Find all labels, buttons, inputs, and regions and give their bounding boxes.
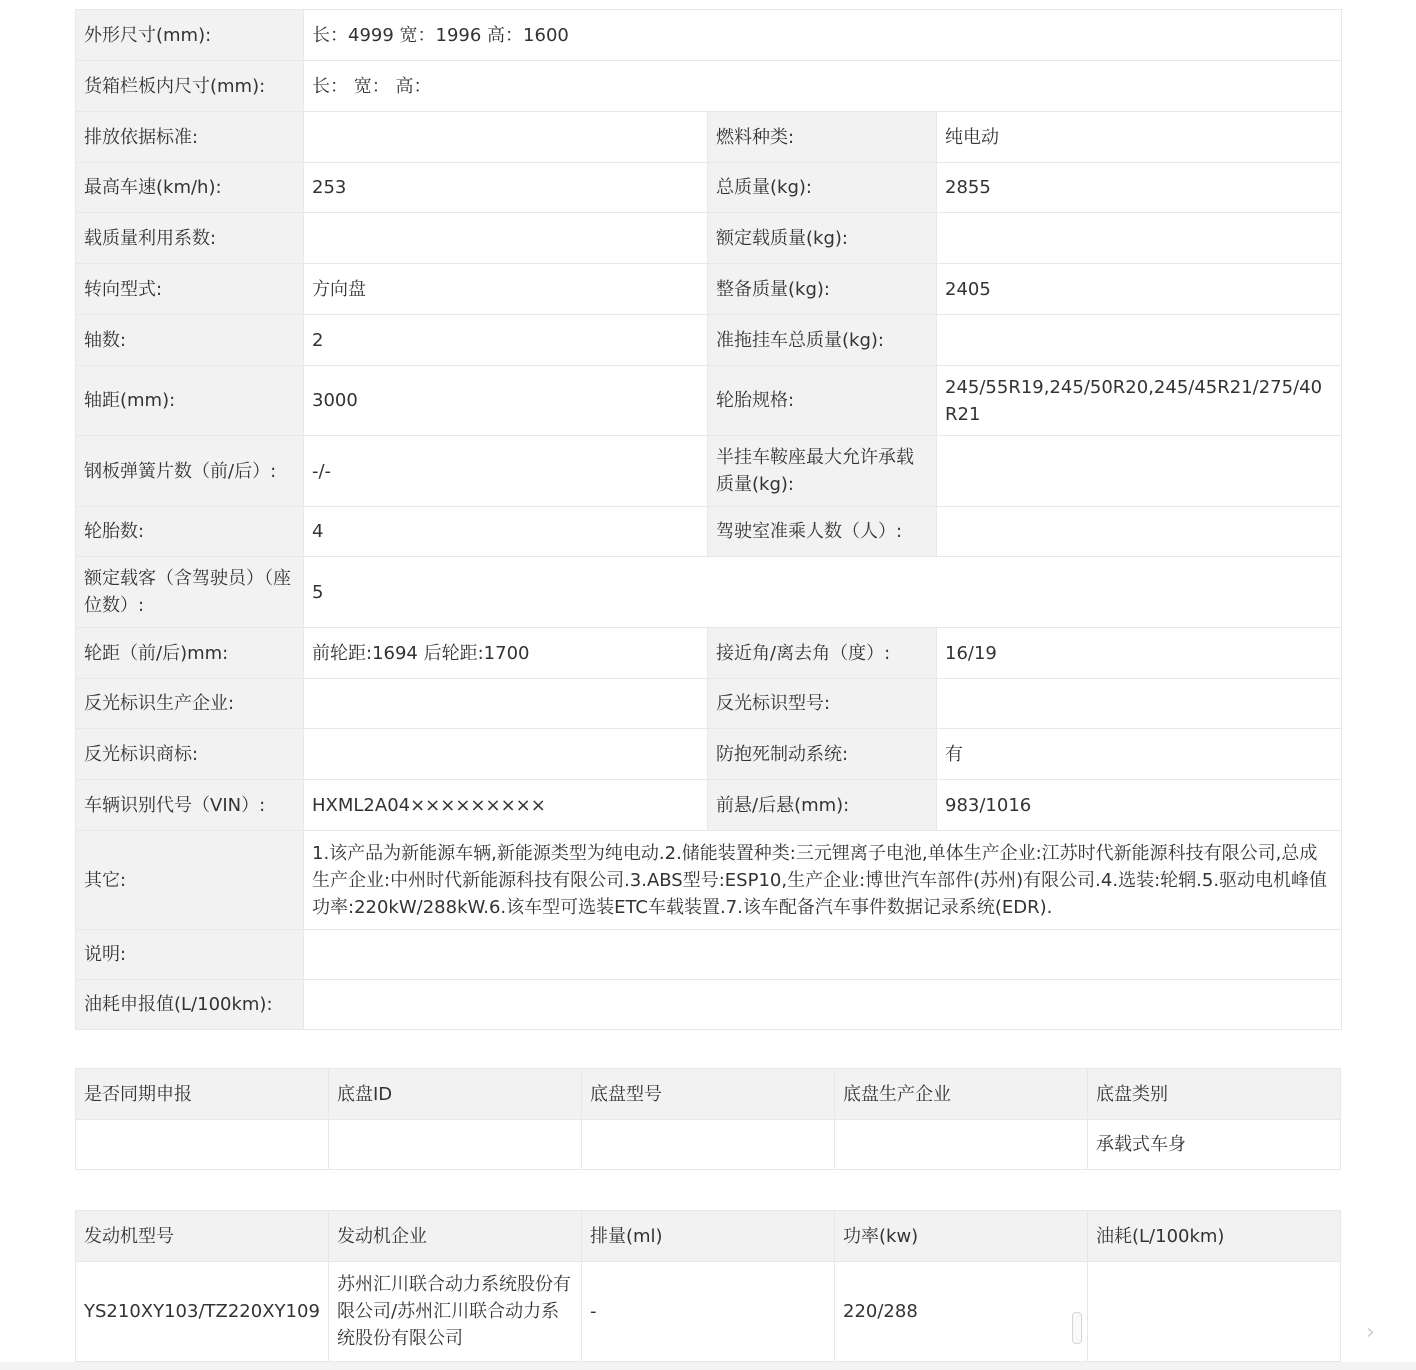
- engine-header-cell: 发动机企业: [329, 1211, 582, 1262]
- engine-cell: 苏州汇川联合动力系统股份有限公司/苏州汇川联合动力系统股份有限公司: [329, 1262, 582, 1362]
- spec-row-dimensions: [76, 10, 1342, 61]
- chassis-header-cell: 底盘ID: [329, 1069, 582, 1120]
- reflector-maker-label: 反光标识生产企业:: [76, 679, 304, 729]
- trailer-mass-label: 准拖挂车总质量(kg):: [708, 315, 937, 366]
- spec-row-abs: [76, 729, 1342, 780]
- engine-cell: YS210XY103/TZ220XY109: [76, 1262, 329, 1362]
- engine-header-cell: 排量(ml): [582, 1211, 835, 1262]
- vin-label: 车辆识别代号（VIN）:: [76, 780, 304, 831]
- curb-mass-value: 2405: [937, 264, 1342, 315]
- spec-row-fuel-declared: [76, 980, 1342, 1030]
- reflector-model-value: [937, 679, 1342, 729]
- overhang-label: 前悬/后悬(mm):: [708, 780, 937, 831]
- engine-data-row: [76, 1262, 1341, 1362]
- leaf-spring-label: 钢板弹簧片数（前/后）:: [76, 436, 304, 507]
- abs-value: 有: [937, 729, 1342, 780]
- chassis-cell: [582, 1120, 835, 1170]
- dimensions-value: 长：4999 宽：1996 高：1600: [304, 10, 1342, 61]
- engine-cell: 220/288: [835, 1262, 1088, 1362]
- emission-std-value: [304, 112, 708, 163]
- tire-count-label: 轮胎数:: [76, 507, 304, 557]
- steering-value: 方向盘: [304, 264, 708, 315]
- saddle-load-value: [937, 436, 1342, 507]
- chassis-header-cell: 底盘类别: [1088, 1069, 1341, 1120]
- chassis-header-cell: 是否同期申报: [76, 1069, 329, 1120]
- spec-row-axles: [76, 315, 1342, 366]
- chevron-right-icon: ›: [1366, 1320, 1375, 1345]
- chassis-cell: [329, 1120, 582, 1170]
- spec-row-emission: [76, 112, 1342, 163]
- steering-label: 转向型式:: [76, 264, 304, 315]
- axles-value: 2: [304, 315, 708, 366]
- approach-angle-label: 接近角/离去角（度）:: [708, 628, 937, 679]
- engine-header-row: [76, 1211, 1341, 1262]
- tire-spec-value: 245/55R19,245/50R20,245/45R21/275/40R21: [937, 366, 1342, 436]
- gross-mass-value: 2855: [937, 163, 1342, 213]
- load-util-label: 载质量利用系数:: [76, 213, 304, 264]
- chassis-cell: [76, 1120, 329, 1170]
- vehicle-spec-table: [75, 9, 1342, 1030]
- reflector-brand-label: 反光标识商标:: [76, 729, 304, 780]
- engine-header-cell: 发动机型号: [76, 1211, 329, 1262]
- spec-row-tires: [76, 507, 1342, 557]
- engine-cell: -: [582, 1262, 835, 1362]
- vin-value: HXML2A04×××××××××: [304, 780, 708, 831]
- curb-mass-label: 整备质量(kg):: [708, 264, 937, 315]
- track-label: 轮距（前/后)mm:: [76, 628, 304, 679]
- spec-row-other: [76, 831, 1342, 930]
- other-label: 其它:: [76, 831, 304, 930]
- dimensions-label: 外形尺寸(mm):: [76, 10, 304, 61]
- overhang-value: 983/1016: [937, 780, 1342, 831]
- bottom-edge-strip: [0, 1362, 1416, 1370]
- fuel-declared-label: 油耗申报值(L/100km):: [76, 980, 304, 1030]
- track-value: 前轮距:1694 后轮距:1700: [304, 628, 708, 679]
- emission-std-label: 排放依据标准:: [76, 112, 304, 163]
- spec-row-track: [76, 628, 1342, 679]
- chassis-header-row: [76, 1069, 1341, 1120]
- engine-header-cell: 油耗(L/100km): [1088, 1211, 1341, 1262]
- chassis-data-row: [76, 1120, 1341, 1170]
- tire-spec-label: 轮胎规格:: [708, 366, 937, 436]
- spec-row-cargo-box: [76, 61, 1342, 112]
- rated-load-value: [937, 213, 1342, 264]
- spec-row-vin: [76, 780, 1342, 831]
- cargo-box-value: 长： 宽： 高：: [304, 61, 1342, 112]
- max-speed-value: 253: [304, 163, 708, 213]
- engine-cell: [1088, 1262, 1341, 1362]
- scroll-indicator[interactable]: [1072, 1312, 1082, 1344]
- spec-row-spring: [76, 436, 1342, 507]
- other-value: 1.该产品为新能源车辆,新能源类型为纯电动.2.储能装置种类:三元锂离子电池,单体生产企业:江苏时代新能源科技有限公司,总成生产企业:中州时代新能源科技有限公司.3.ABS型号:ESP10,生产企业:博世汽车部件(苏州)有限公司.4.选装:轮辋.5.驱动电机峰值功率:220kW/288kW.6.该车型可选装ETC车载装置.7.该车配备汽车事件数据记录系统(EDR).: [304, 831, 1342, 930]
- rated-passengers-label: 额定载客（含驾驶员）（座位数）:: [76, 557, 304, 628]
- cargo-box-label: 货箱栏板内尺寸(mm):: [76, 61, 304, 112]
- fuel-type-value: 纯电动: [937, 112, 1342, 163]
- engine-table: [75, 1210, 1341, 1362]
- leaf-spring-value: -/-: [304, 436, 708, 507]
- spec-row-speed: [76, 163, 1342, 213]
- abs-label: 防抱死制动系统:: [708, 729, 937, 780]
- axles-label: 轴数:: [76, 315, 304, 366]
- chassis-cell: [835, 1120, 1088, 1170]
- rated-passengers-value: 5: [304, 557, 1342, 628]
- reflector-brand-value: [304, 729, 708, 780]
- notes-label: 说明:: [76, 930, 304, 980]
- spec-row-steering: [76, 264, 1342, 315]
- spec-row-load: [76, 213, 1342, 264]
- spec-row-reflector: [76, 679, 1342, 729]
- wheelbase-label: 轴距(mm):: [76, 366, 304, 436]
- max-speed-label: 最高车速(km/h):: [76, 163, 304, 213]
- chassis-cell: 承载式车身: [1088, 1120, 1341, 1170]
- approach-angle-value: 16/19: [937, 628, 1342, 679]
- fuel-declared-value: [304, 980, 1342, 1030]
- chassis-header-cell: 底盘型号: [582, 1069, 835, 1120]
- cab-occupants-label: 驾驶室准乘人数（人）:: [708, 507, 937, 557]
- notes-value: [304, 930, 1342, 980]
- spec-row-wheelbase: [76, 366, 1342, 436]
- load-util-value: [304, 213, 708, 264]
- spec-row-notes: [76, 930, 1342, 980]
- trailer-mass-value: [937, 315, 1342, 366]
- engine-header-cell: 功率(kw): [835, 1211, 1088, 1262]
- fuel-type-label: 燃料种类:: [708, 112, 937, 163]
- tire-count-value: 4: [304, 507, 708, 557]
- reflector-model-label: 反光标识型号:: [708, 679, 937, 729]
- wheelbase-value: 3000: [304, 366, 708, 436]
- chassis-header-cell: 底盘生产企业: [835, 1069, 1088, 1120]
- spec-row-passengers: [76, 557, 1342, 628]
- rated-load-label: 额定载质量(kg):: [708, 213, 937, 264]
- saddle-load-label: 半挂车鞍座最大允许承载质量(kg):: [708, 436, 937, 507]
- chassis-table: [75, 1068, 1341, 1170]
- gross-mass-label: 总质量(kg):: [708, 163, 937, 213]
- reflector-maker-value: [304, 679, 708, 729]
- cab-occupants-value: [937, 507, 1342, 557]
